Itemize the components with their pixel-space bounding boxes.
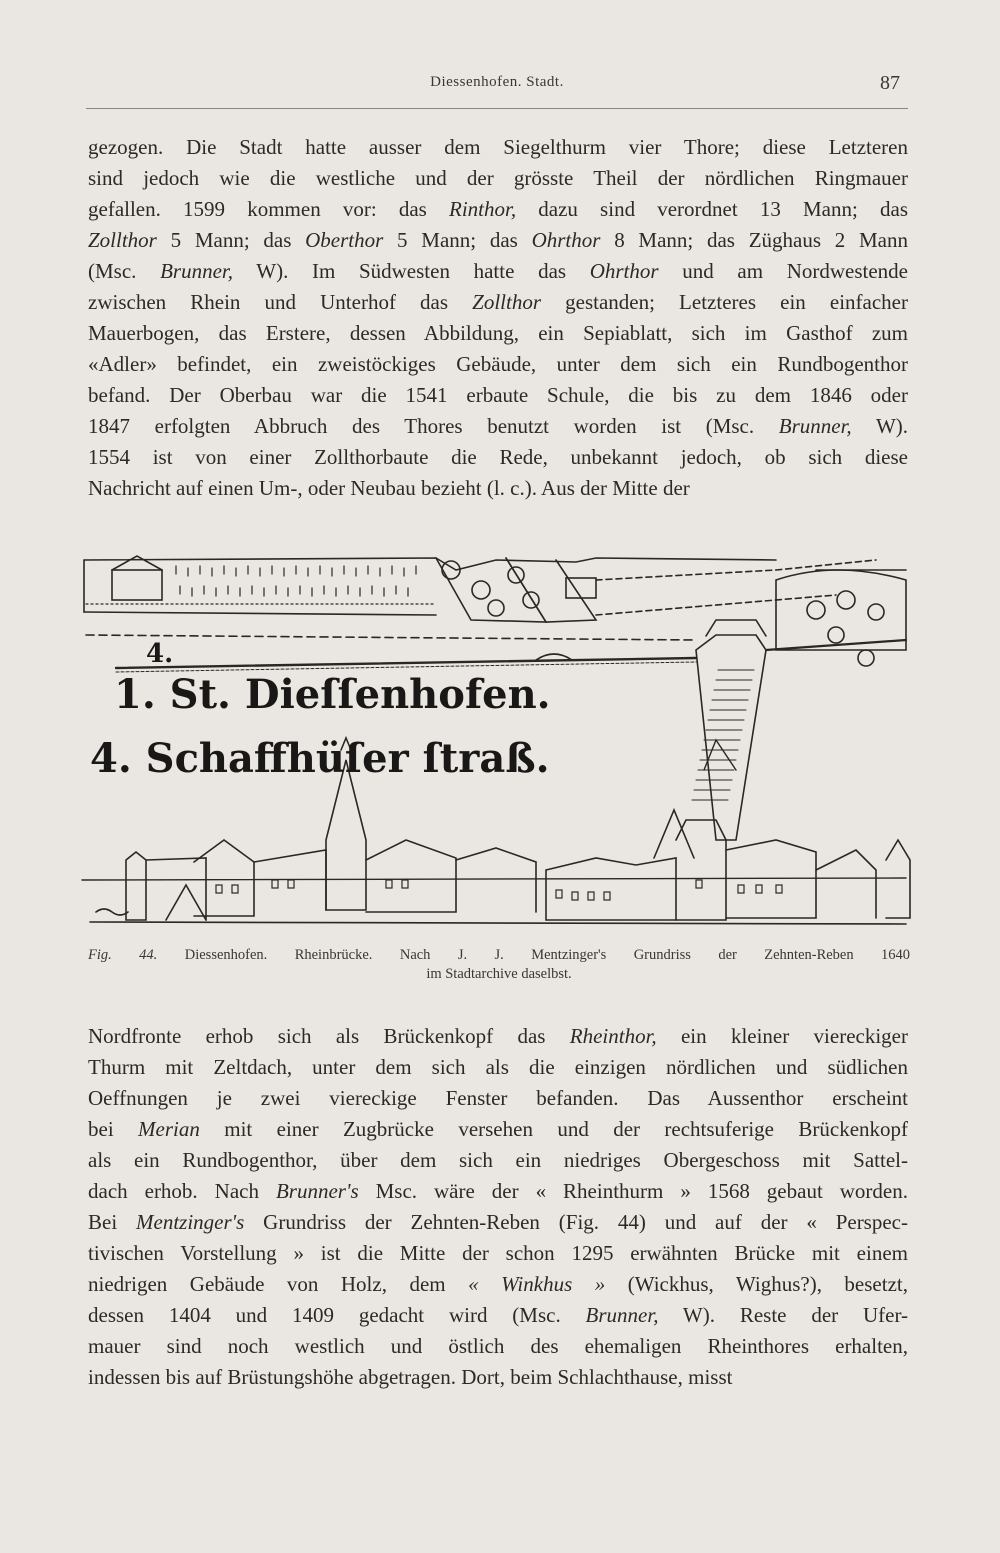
text-line: Bei Mentzinger's Grundriss der Zehnten-Reben (Fig. 44) und auf der « Perspec- — [88, 1210, 908, 1234]
inscription-number-top: 4. — [146, 639, 174, 669]
running-head — [86, 72, 908, 102]
text-line: «Adler» befindet, ein zweistöckiges Gebäude, unter dem sich ein Rundbogenthor — [88, 352, 908, 376]
text-line: befand. Der Oberbau war die 1541 erbaute Schule, die bis zu dem 1846 oder — [88, 383, 908, 407]
caption-place: Diessenhofen. — [184, 947, 268, 963]
text-line: indessen bis auf Brüstungshöhe abgetragen. Dort, beim Schlachthause, misst — [88, 1365, 733, 1389]
caption-line-2: im Stadtarchive daselbst. — [426, 966, 572, 982]
text-line: sind jedoch wie die westliche und der grösste Theil der nördlichen Ringmauer — [88, 166, 908, 190]
text-line: zwischen Rhein und Unterhof das Zollthor gestanden; Letzteres ein einfacher — [88, 290, 908, 314]
text-line: tivischen Vorstellung » ist die Mitte der schon 1295 erwähnten Brücke mit einem — [88, 1241, 908, 1265]
running-head-title: Diessenhofen. Stadt. — [430, 74, 564, 90]
text-line: bei Merian mit einer Zugbrücke versehen und der rechtsuferige Brückenkopf — [88, 1117, 909, 1141]
inscription-line-1: 1. St. Dieſſenhofen. — [114, 671, 551, 718]
caption-source: Nach J. J. Mentzinger's Grundriss der Zehnten-Reben 1640 — [399, 947, 911, 963]
text-line: (Msc. Brunner, W). Im Südwesten hatte das Ohrthor und am Nordwestende — [88, 259, 908, 283]
caption-subject: Rheinbrücke. — [294, 947, 373, 963]
text-line: gefallen. 1599 kommen vor: das Rinthor, dazu sind verordnet 13 Mann; das — [88, 197, 908, 221]
text-line: 1847 erfolgten Abbruch des Thores benutzt worden ist (Msc. Brunner, W). — [88, 414, 909, 438]
italic-term: Rheinthor, — [569, 1024, 657, 1048]
text-line: Nachricht auf einen Um-, oder Neubau bezieht (l. c.). Aus der Mitte der — [88, 476, 690, 500]
text-line: als ein Rundbogenthor, über dem sich ein niedriges Obergeschoss mit Sattel- — [88, 1148, 908, 1172]
italic-term: Brunner, — [585, 1303, 659, 1327]
caption-line-1 — [88, 946, 910, 965]
text-line: gezogen. Die Stadt hatte ausser dem Siegelthurm vier Thore; diese Letzteren — [88, 135, 908, 159]
figure-caption — [88, 946, 910, 984]
italic-term: Oberthor — [305, 228, 384, 252]
caption-fig-label: Fig. 44. — [88, 947, 158, 963]
bridge-sketch — [76, 540, 916, 940]
text-line: Thurm mit Zeltdach, unter dem sich als die einzigen nördlichen und südlichen — [88, 1055, 908, 1079]
page-number: 87 — [880, 72, 900, 94]
italic-term: Rinthor, — [449, 197, 517, 221]
text-line: mauer sind noch westlich und östlich des ehemaligen Rheinthores erhalten, — [88, 1334, 908, 1358]
italic-term: Brunner's — [275, 1179, 359, 1203]
text-line: dessen 1404 und 1409 gedacht wird (Msc. Brunner, W). Reste der Ufer- — [88, 1303, 909, 1327]
italic-term: Ohrthor — [589, 259, 659, 283]
italic-term: Ohrthor — [531, 228, 601, 252]
italic-term: Zollthor — [472, 290, 542, 314]
italic-term: Mentzinger's — [136, 1210, 245, 1234]
text-line: Mauerbogen, das Erstere, dessen Abbildung, ein Sepiablatt, sich im Gasthof zum — [88, 321, 908, 345]
italic-term: Merian — [138, 1117, 200, 1141]
text-line: dach erhob. Nach Brunner's Msc. wäre der « Rheinthurm » 1568 gebaut worden. — [88, 1179, 908, 1203]
paragraph-1 — [88, 132, 908, 504]
text-line: Oeffnungen je zwei viereckige Fenster befanden. Das Aussenthor erscheint — [88, 1086, 908, 1110]
italic-term: « Winkhus » — [468, 1272, 606, 1296]
text-line: 1554 ist von einer Zollthorbaute die Rede, unbekannt jedoch, ob sich diese — [88, 445, 908, 469]
italic-term: Brunner, — [778, 414, 852, 438]
italic-term: Zollthor — [88, 228, 157, 252]
header-rule — [86, 108, 908, 109]
inscription-line-2: 4. Schaffhüſer ſtraß. — [90, 735, 550, 782]
text-line: niedrigen Gebäude von Holz, dem « Winkhus » (Wickhus, Wighus?), besetzt, — [88, 1272, 908, 1296]
text-line: Zollthor 5 Mann; das Oberthor 5 Mann; das Ohrthor 8 Mann; das Züghaus 2 Mann — [88, 228, 909, 252]
text-line: Nordfronte erhob sich als Brückenkopf das Rheinthor, ein kleiner viereckiger — [88, 1024, 908, 1048]
italic-term: Brunner, — [160, 259, 233, 283]
figure-44 — [76, 540, 916, 940]
paragraph-2 — [88, 1021, 908, 1393]
